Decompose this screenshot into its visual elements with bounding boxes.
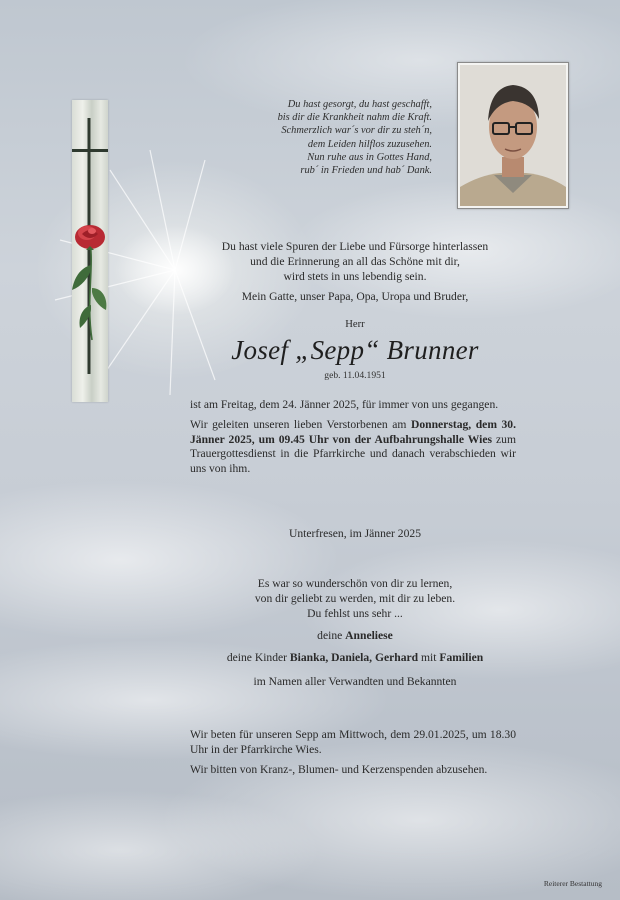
poem-line: Du hast gesorgt, du hast geschafft, bbox=[287, 99, 432, 110]
prayer-block bbox=[190, 728, 516, 777]
cross-with-rose bbox=[72, 100, 108, 402]
funeral-notice: Wir geleiten unseren lieben Verstorbenen am Donnerstag, dem 30. Jänner 2025, um 09.45 Uhr von der Aufbahrungshalle Wies zum Trauergottesdienst in die Pfarrkirche und danach verabschieden wir uns von ihm. bbox=[190, 417, 517, 476]
farewell-line: von dir geliebt zu werden, mit dir zu leben. bbox=[254, 591, 456, 605]
donation-notice: Wir bitten von Kranz-, Blumen- und Kerzenspenden abzusehen. bbox=[190, 762, 488, 776]
funeral-date-place: Donnerstag, dem 30. Jänner 2025, um 09.45 Uhr von der Aufbahrungshalle Wies bbox=[190, 417, 517, 446]
birth-date: geb. 11.04.1951 bbox=[324, 370, 386, 381]
title-herr: Herr bbox=[345, 319, 365, 330]
farewell-verse bbox=[190, 577, 520, 621]
intro-text bbox=[190, 240, 520, 305]
poem-line: Nun ruhe aus in Gottes Hand, bbox=[307, 151, 432, 163]
mourner-relatives: im Namen aller Verwandten und Bekannten bbox=[253, 674, 457, 688]
intro-line: wird stets in uns lebendig sein. bbox=[283, 269, 427, 283]
portrait-photo bbox=[457, 62, 569, 209]
farewell-line: Es war so wunderschön von dir zu lernen, bbox=[257, 577, 453, 590]
poem-line: bis dir die Krankheit nahm die Kraft. bbox=[277, 112, 432, 124]
portrait-image bbox=[460, 65, 566, 206]
farewell-line: Du fehlst uns sehr ... bbox=[307, 606, 403, 620]
poem-line: dem Leiden hilflos zuzusehen. bbox=[307, 138, 432, 150]
death-notice: ist am Freitag, dem 24. Jänner 2025, für immer von uns gegangen. bbox=[190, 398, 499, 411]
prayer-notice: Wir beten für unseren Sepp am Mittwoch, dem 29.01.2025, um 18.30 Uhr in der Pfarrkirche Wies. bbox=[190, 728, 516, 756]
notice-block bbox=[190, 398, 516, 477]
mourners bbox=[190, 629, 520, 689]
mourner-children: deine Kinder Bianka, Daniela, Gerhard mit Familien bbox=[226, 650, 484, 664]
funeral-home-credit: Reiterer Bestattung bbox=[543, 879, 602, 888]
deceased-name: Josef „Sepp“ Brunner bbox=[231, 335, 479, 365]
mourner-wife: deine Anneliese bbox=[317, 629, 393, 642]
intro-line: und die Erinnerung an all das Schöne mit dir, bbox=[250, 254, 460, 268]
poem-line: Schmerzlich war´s vor dir zu steh´n, bbox=[281, 125, 432, 137]
place-date: Unterfresen, im Jänner 2025 bbox=[289, 527, 421, 540]
cross-rose-icon bbox=[72, 100, 108, 402]
poem bbox=[222, 98, 432, 177]
intro-line: Du hast viele Spuren der Liebe und Fürsorge hinterlassen bbox=[221, 240, 489, 253]
relation-line: Mein Gatte, unser Papa, Opa, Uropa und Bruder, bbox=[241, 290, 469, 304]
poem-line: rub´ in Frieden und hab´ Dank. bbox=[300, 165, 432, 177]
